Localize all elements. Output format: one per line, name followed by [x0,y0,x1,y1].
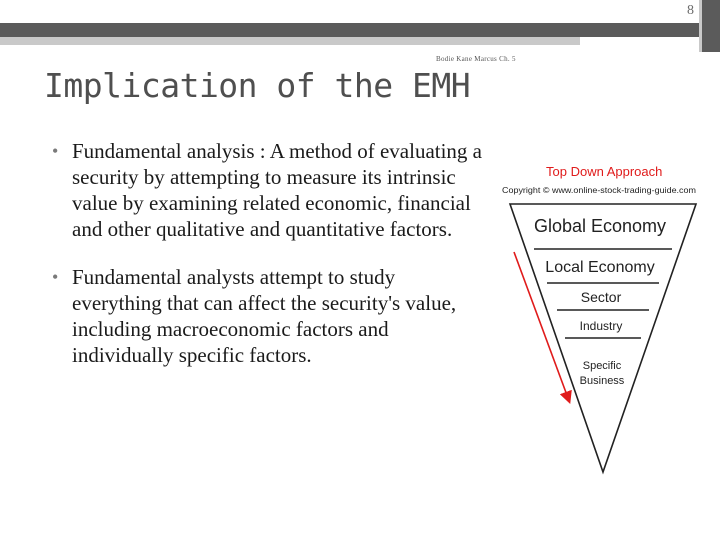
slide-title: Implication of the EMH [44,66,471,105]
figure-heading: Top Down Approach [546,164,663,179]
header-bar [0,23,702,37]
citation: Bodie Kane Marcus Ch. 5 [436,55,516,63]
level-industry: Industry [579,319,623,333]
level-local-economy: Local Economy [545,259,655,276]
figure-copyright: Copyright © www.online-stock-trading-guide.com [502,185,696,195]
level-sector: Sector [580,289,622,305]
bullet-item [52,138,490,242]
bullet-marker: • [52,267,59,287]
corner-bar [699,0,720,52]
level-global-economy: Global Economy [533,216,667,236]
bullet-marker: • [52,141,59,161]
level-specific: Specific [582,360,622,372]
page-number: 8 [687,3,694,18]
bullet-list [52,138,490,390]
bullet-item [52,264,490,368]
top-down-approach-figure [498,160,708,480]
bullet-text: Fundamental analysis : A method of evaluating a security by attempting to measure its intrinsic value by examining related economic, financial and other qualitative and quantitative factors. [72,139,483,241]
header-accent-bar [0,37,580,45]
level-business: Business [579,375,625,387]
bullet-text: Fundamental analysts attempt to study everything that can affect the security's value, including macroeconomic factors and individually specific factors. [72,265,457,367]
